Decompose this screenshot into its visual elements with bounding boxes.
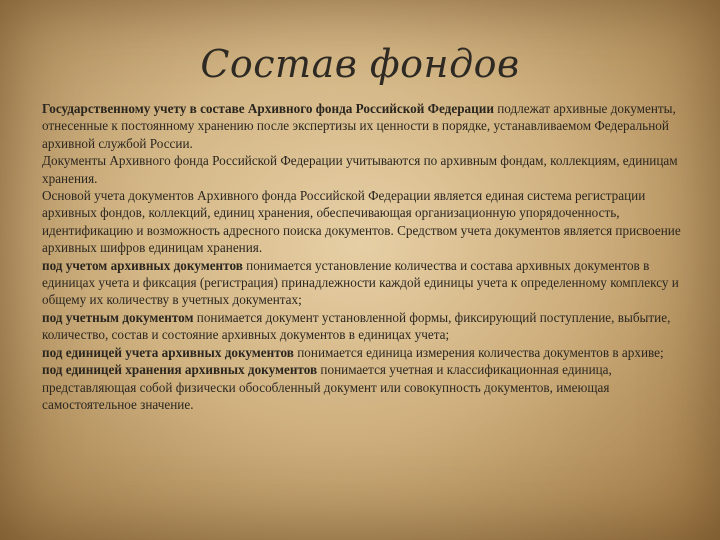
paragraph: [42, 187, 682, 257]
paragraph: [42, 309, 682, 344]
paragraph-bold-lead: Государственному учету в составе Архивного фонда Российской Федерации: [42, 101, 494, 116]
paragraph-text: понимается учетная и классификационная единица, представляющая собой физически обособленный документ или совокупность документов, имеющая самостоятельное значение.: [42, 362, 612, 412]
paragraph: [42, 344, 682, 361]
paragraph-text: Документы Архивного фонда Российской Федерации учитываются по архивным фондам, коллекциям, единицам хранения.: [42, 153, 678, 186]
paragraph-bold-lead: под учетом архивных документов: [42, 257, 243, 273]
paragraph: [42, 100, 682, 152]
paragraph-text: Основой учета документов Архивного фонда Российской Федерации является единая система регистрации архивных фондов, коллекций, единиц хранения, обеспечивающая организационную упорядоченность, идентификацию и возможность адресного поиска документов. Средством учета документов является присвоение архивных шифров единицам хранения.: [42, 188, 681, 256]
paragraph-text: подлежат архивные документы, отнесенные к постоянному хранению после экспертизы их ценности в порядке, устанавливаемом Федеральной архивной службой России.: [42, 101, 676, 151]
paragraph-text: понимается единица измерения количества документов в архиве;: [293, 344, 664, 360]
paragraph-bold-lead: под единицей хранения архивных документов: [42, 362, 318, 378]
paragraph-bold-lead: под единицей учета архивных документов: [42, 344, 294, 360]
paragraph: [42, 257, 682, 309]
slide-body: [42, 100, 682, 413]
slide-title: Состав фондов: [200, 42, 520, 86]
paragraph: [42, 152, 682, 187]
paragraph-text: понимается установление количества и состава архивных документов в единицах учета и фиксация (регистрация) принадлежности каждой единицы учета к определенному комплексу и общему их количеству в учетных документах;: [42, 257, 679, 308]
paragraph-text: понимается документ установленной формы, фиксирующий поступление, выбытие, количество, состав и состояние архивных документов в единицах учета;: [42, 309, 671, 343]
paragraph: [42, 361, 682, 413]
paragraph-bold-lead: под учетным документом: [42, 309, 194, 325]
